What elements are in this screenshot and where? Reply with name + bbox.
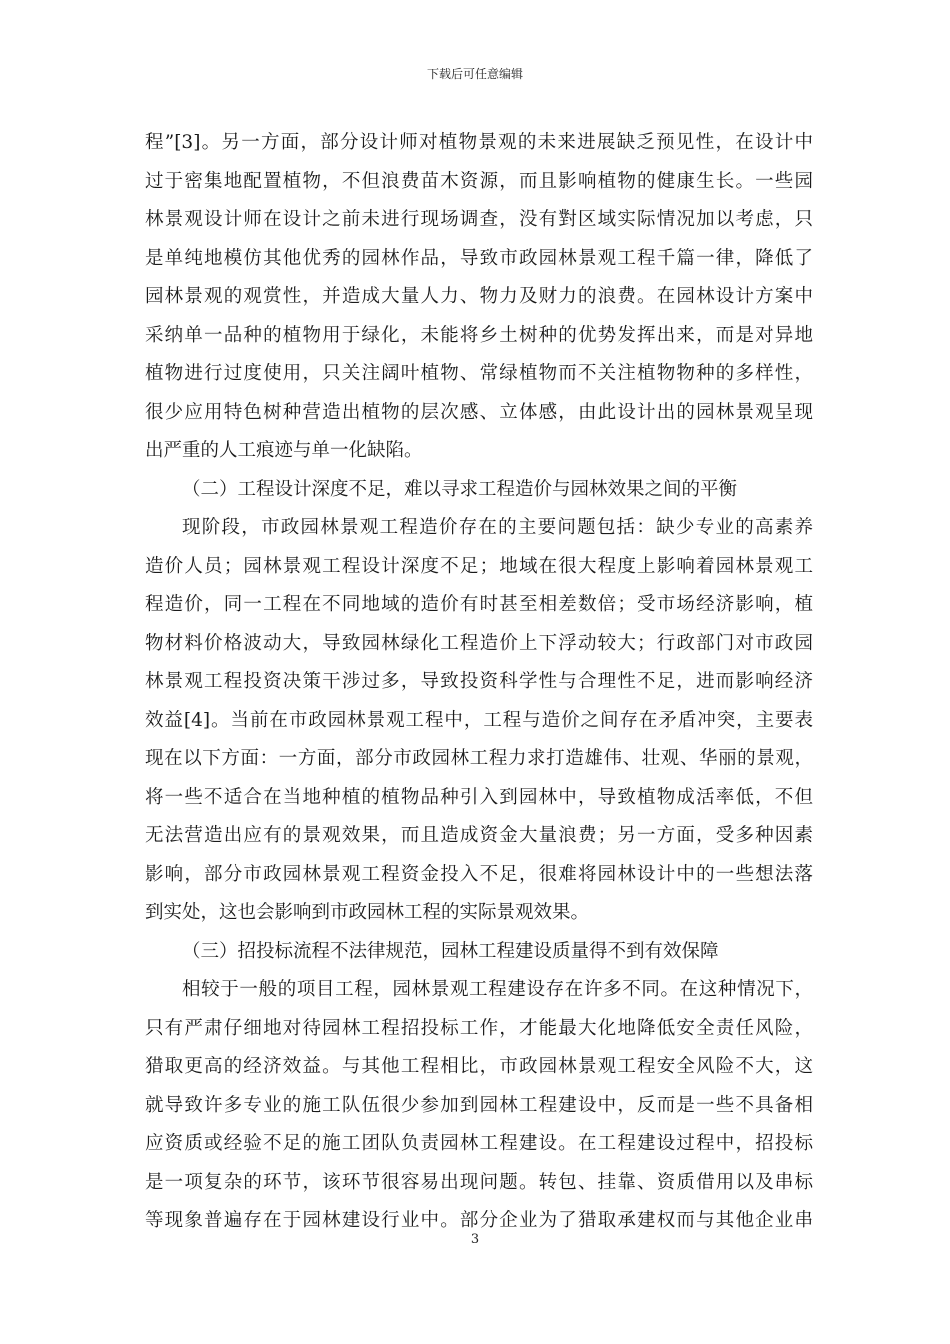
document-body <box>145 124 813 1241</box>
body-line: 现在以下方面：一方面，部分市政园林工程力求打造雄伟、壮观、华丽的景观， <box>145 748 813 769</box>
body-line: 程造价，同一工程在不同地域的造价有时甚至相差数倍；受市场经济影响，植 <box>145 594 813 615</box>
body-line: 林景观工程投资决策干涉过多，导致投资科学性与合理性不足，进而影响经济 <box>145 671 813 692</box>
body-line: 等现象普遍存在于园林建设行业中。部分企业为了猎取承建权而与其他企业串 <box>145 1210 813 1231</box>
body-line: 出严重的人工痕迹与单一化缺陷。 <box>145 440 423 461</box>
section-heading-2: （二）工程设计深度不足，难以寻求工程造价与园林效果之间的平衡 <box>182 478 738 500</box>
body-line: 造价人员；园林景观工程设计深度不足；地域在很大程度上影响着园林景观工 <box>145 555 813 577</box>
page-header: 下载后可任意编辑 <box>426 67 523 81</box>
paragraph-first-line: 相较于一般的项目工程，园林景观工程建设存在许多不同。在这种情况下， <box>182 979 813 1000</box>
body-line: 将一些不适合在当地种植的植物品种引入到园林中，导致植物成活率低，不但 <box>145 786 813 808</box>
body-line: 是一项复杂的环节，该环节很容易出现问题。转包、挂靠、资质借用以及串标 <box>145 1171 813 1193</box>
section-heading-3: （三）招投标流程不法律规范，园林工程建设质量得不到有效保障 <box>182 940 719 962</box>
body-line: 植物进行过度使用，只关注阔叶植物、常绿植物而不关注植物物种的多样性， <box>145 363 813 384</box>
body-line: 程”[3]。另一方面，部分设计师对植物景观的未来进展缺乏预见性，在设计中 <box>145 132 813 153</box>
body-line: 只有严肃仔细地对待园林工程招投标工作，才能最大化地降低安全责任风险， <box>145 1017 813 1039</box>
body-line: 园林景观的观赏性，并造成大量人力、物力及财力的浪费。在园林设计方案中 <box>145 286 813 307</box>
paragraph-first-line: 现阶段，市政园林景观工程造价存在的主要问题包括：缺少专业的高素养 <box>182 517 813 538</box>
body-line: 林景观设计师在设计之前未进行现场调查，没有對区域实际情况加以考虑，只 <box>145 209 813 230</box>
body-line: 就导致许多专业的施工队伍很少参加到园林工程建设中，反而是一些不具备相 <box>145 1094 813 1116</box>
body-line: 很少应用特色树种营造出植物的层次感、立体感，由此设计出的园林景观呈现 <box>145 401 813 423</box>
body-line: 是单纯地模仿其他优秀的园林作品，导致市政园林景观工程千篇一律，降低了 <box>145 247 813 269</box>
body-line: 应资质或经验不足的施工团队负责园林工程建设。在工程建设过程中，招投标 <box>145 1133 813 1154</box>
page-number: 3 <box>470 1232 480 1247</box>
body-line: 影响，部分市政园林景观工程资金投入不足，很难将园林设计中的一些想法落 <box>145 863 813 885</box>
body-line: 效益[4]。当前在市政园林景观工程中，工程与造价之间存在矛盾冲突，主要表 <box>145 709 813 731</box>
body-line: 猎取更高的经济效益。与其他工程相比，市政园林景观工程安全风险不大，这 <box>145 1056 813 1077</box>
body-line: 采纳单一品种的植物用于绿化，未能将乡土树种的优势发挥出来，而是对异地 <box>145 324 813 346</box>
body-line: 到实处，这也会影响到市政园林工程的实际景观效果。 <box>145 902 590 923</box>
body-line: 无法营造出应有的景观效果，而且造成资金大量浪费；另一方面，受多种因素 <box>145 825 813 846</box>
body-line: 过于密集地配置植物，不但浪费苗木资源，而且影响植物的健康生长。一些园 <box>145 170 813 192</box>
body-line: 物材料价格波动大，导致园林绿化工程造价上下浮动较大；行政部门对市政园 <box>145 632 813 654</box>
